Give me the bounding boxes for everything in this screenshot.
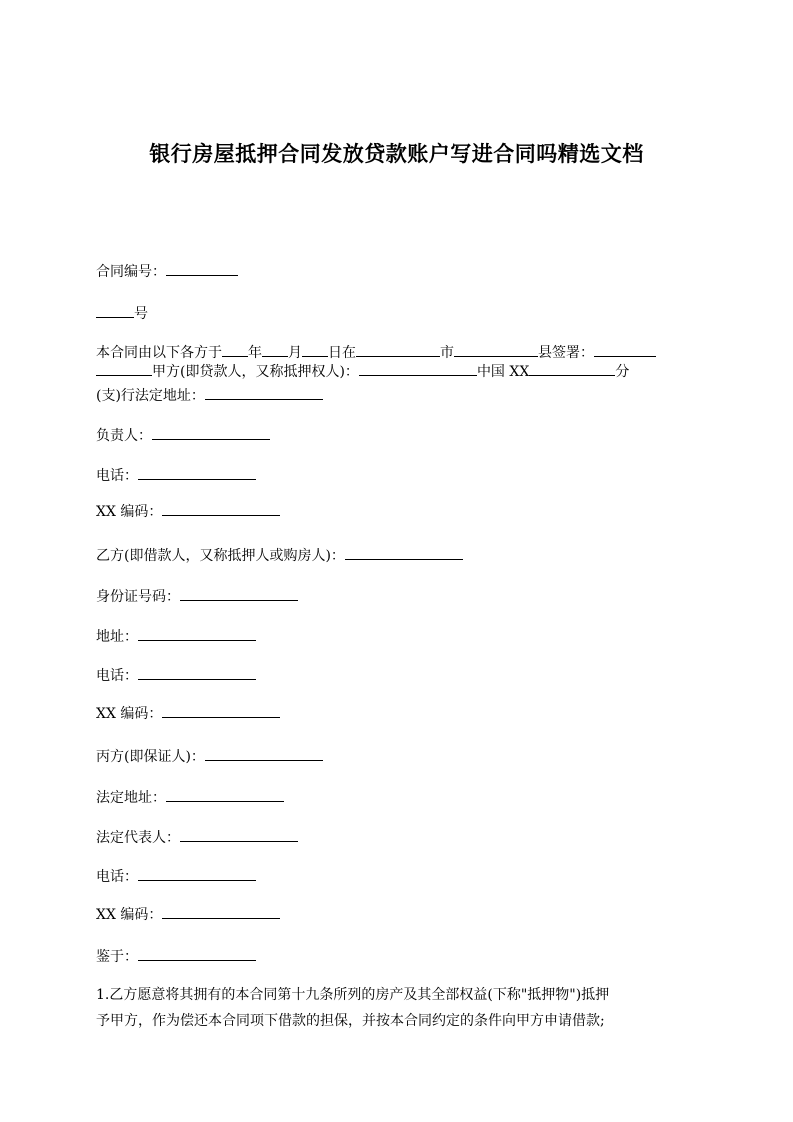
party-b-address-blank bbox=[138, 626, 256, 641]
year-blank bbox=[222, 342, 248, 357]
party-a-manager-label: 负责人： bbox=[96, 428, 152, 444]
party-a-code-blank bbox=[162, 501, 280, 516]
party-c-address-label: 法定地址： bbox=[96, 790, 166, 806]
party-a-blank bbox=[359, 361, 477, 376]
document-title: 银行房屋抵押合同发放贷款账户写进合同吗精选文档 bbox=[149, 142, 644, 166]
day-blank bbox=[302, 342, 328, 357]
party-a-address-label: (支)行法定地址： bbox=[96, 388, 205, 404]
whereas-blank bbox=[138, 946, 256, 961]
party-b-code-label: XX 编码： bbox=[96, 706, 163, 722]
party-c-address-blank bbox=[166, 787, 284, 802]
party-a-code-label: XX 编码： bbox=[96, 504, 163, 520]
party-c-rep-blank bbox=[180, 827, 298, 842]
clause-1-line-1: 1.乙方愿意将其拥有的本合同第十九条所列的房产及其全部权益(下称"抵押物")抵押 bbox=[96, 987, 610, 1003]
party-a-code-line bbox=[96, 501, 280, 522]
party-c-line bbox=[96, 746, 323, 767]
party-b-address-label: 地址： bbox=[96, 629, 138, 645]
party-a-prefix-blank bbox=[96, 361, 152, 376]
party-c-label: 丙方(即保证人)： bbox=[96, 749, 205, 765]
party-b-label: 乙方(即借款人，又称抵押人或购房人)： bbox=[96, 548, 345, 564]
signing-blank bbox=[594, 342, 656, 357]
contract-number-label: 合同编号： bbox=[96, 264, 166, 280]
contract-number-line bbox=[96, 261, 238, 282]
party-c-address-line bbox=[96, 787, 284, 808]
month-blank bbox=[262, 342, 288, 357]
party-b-id-label: 身份证号码： bbox=[96, 589, 180, 605]
party-a-label: 甲方(即贷款人，又称抵押权人)： bbox=[152, 364, 359, 380]
clause-1-line-2: 予甲方，作为偿还本合同项下借款的担保，并按本合同约定的条件向甲方申请借款; bbox=[96, 1013, 605, 1029]
county-blank bbox=[454, 342, 538, 357]
party-c-code-label: XX 编码： bbox=[96, 907, 163, 923]
day-label: 日在 bbox=[328, 345, 356, 361]
number-suffix-line bbox=[96, 303, 148, 324]
party-b-id-blank bbox=[180, 586, 298, 601]
party-a-phone-blank bbox=[138, 465, 256, 480]
branch-label: 分 bbox=[615, 364, 630, 380]
party-c-rep-line bbox=[96, 827, 298, 848]
party-a-bank-label: 中国 XX bbox=[476, 364, 530, 380]
city-label: 市 bbox=[440, 345, 454, 361]
party-b-line bbox=[96, 545, 463, 566]
signing-line bbox=[96, 342, 656, 363]
party-c-blank bbox=[205, 746, 323, 761]
party-c-code-line bbox=[96, 904, 280, 925]
party-b-code-blank bbox=[162, 703, 280, 718]
party-a-phone-line bbox=[96, 465, 256, 486]
party-b-blank bbox=[345, 545, 463, 560]
party-b-id-line bbox=[96, 586, 298, 607]
party-b-phone-blank bbox=[138, 665, 256, 680]
party-b-code-line bbox=[96, 703, 280, 724]
signing-prefix: 本合同由以下各方于 bbox=[96, 345, 222, 361]
party-a-phone-label: 电话： bbox=[96, 468, 138, 484]
county-label: 县签署： bbox=[538, 345, 594, 361]
year-label: 年 bbox=[248, 345, 262, 361]
contract-number-blank bbox=[166, 261, 238, 276]
party-a-manager-blank bbox=[152, 425, 270, 440]
party-b-address-line bbox=[96, 626, 256, 647]
party-c-phone-blank bbox=[138, 866, 256, 881]
party-b-phone-line bbox=[96, 665, 256, 686]
whereas-label: 鉴于： bbox=[96, 949, 138, 965]
party-a-line bbox=[96, 361, 629, 382]
whereas-line bbox=[96, 946, 256, 967]
party-a-address-blank bbox=[205, 385, 323, 400]
party-a-address-line bbox=[96, 385, 323, 406]
party-b-phone-label: 电话： bbox=[96, 668, 138, 684]
city-blank bbox=[356, 342, 440, 357]
number-blank bbox=[96, 303, 134, 318]
party-c-code-blank bbox=[162, 904, 280, 919]
party-c-phone-label: 电话： bbox=[96, 869, 138, 885]
party-c-rep-label: 法定代表人： bbox=[96, 830, 180, 846]
number-suffix-label: 号 bbox=[134, 306, 148, 322]
month-label: 月 bbox=[288, 345, 302, 361]
party-a-manager-line bbox=[96, 425, 270, 446]
party-c-phone-line bbox=[96, 866, 256, 887]
branch-blank bbox=[529, 361, 615, 376]
